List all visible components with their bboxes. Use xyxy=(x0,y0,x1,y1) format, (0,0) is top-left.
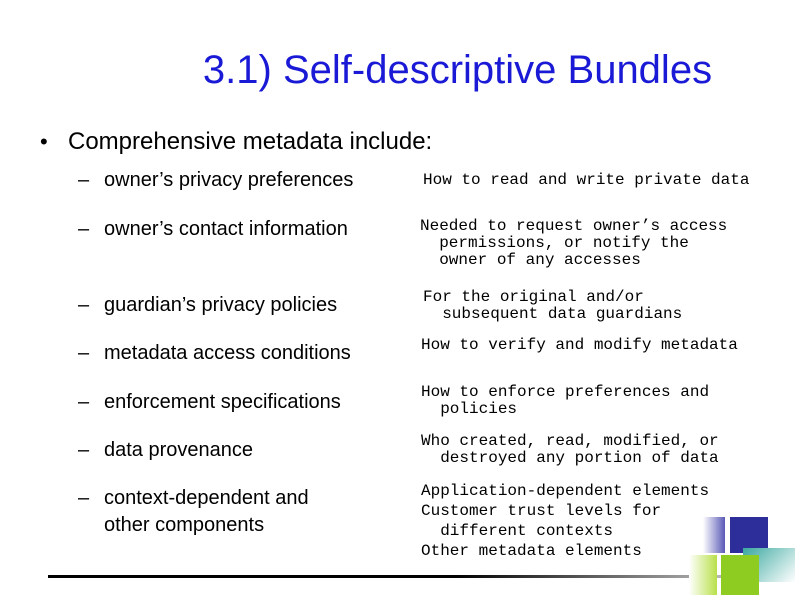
sub-item-metadata-access xyxy=(78,340,351,367)
dash-icon: – xyxy=(78,218,90,240)
desc-metadata-access: How to verify and modify metadata xyxy=(421,336,738,354)
bottom-divider xyxy=(48,575,728,578)
sub-item-enforcement xyxy=(78,389,341,416)
dash-icon: – xyxy=(78,342,90,364)
main-bullet xyxy=(40,128,432,156)
sub-item-label: data provenance xyxy=(104,439,254,461)
desc-context-dependent: Application-dependent elements Customer trust levels for different contexts Other metadata elements xyxy=(421,482,710,560)
sub-item-label: owner’s contact information xyxy=(104,218,348,240)
sub-item-label: metadata access conditions xyxy=(104,342,351,364)
bullet-icon: • xyxy=(40,129,48,154)
deco-gradient-navy-square xyxy=(703,517,725,553)
sub-item-label: context-dependent and other components xyxy=(104,487,309,536)
dash-icon: – xyxy=(78,439,90,461)
slide-title: 3.1) Self-descriptive Bundles xyxy=(202,48,713,92)
sub-item-label: owner’s privacy preferences xyxy=(104,169,354,191)
dash-icon: – xyxy=(78,391,90,413)
sub-item-label: guardian’s privacy policies xyxy=(104,294,338,316)
desc-owner-contact: Needed to request owner’s access permissions, or notify the owner of any accesses xyxy=(420,217,728,269)
main-bullet-text: Comprehensive metadata include: xyxy=(68,128,433,155)
sub-item-guardian-policies xyxy=(78,292,337,319)
desc-provenance: Who created, read, modified, or destroyed any portion of data xyxy=(421,432,719,467)
sub-item-label: enforcement specifications xyxy=(104,391,341,413)
desc-enforcement: How to enforce preferences and policies xyxy=(421,383,710,418)
sub-item-owner-privacy xyxy=(78,167,353,194)
deco-green-square xyxy=(721,555,759,595)
desc-guardian-policies: For the original and/or subsequent data guardians xyxy=(423,288,683,323)
sub-item-context-dependent xyxy=(78,485,309,539)
deco-gradient-green-square xyxy=(689,555,717,595)
dash-icon: – xyxy=(78,169,90,191)
dash-icon: – xyxy=(78,487,90,509)
sub-item-provenance xyxy=(78,437,253,464)
sub-item-owner-contact xyxy=(78,216,348,243)
dash-icon: – xyxy=(78,294,90,316)
desc-owner-privacy: How to read and write private data xyxy=(423,171,750,189)
